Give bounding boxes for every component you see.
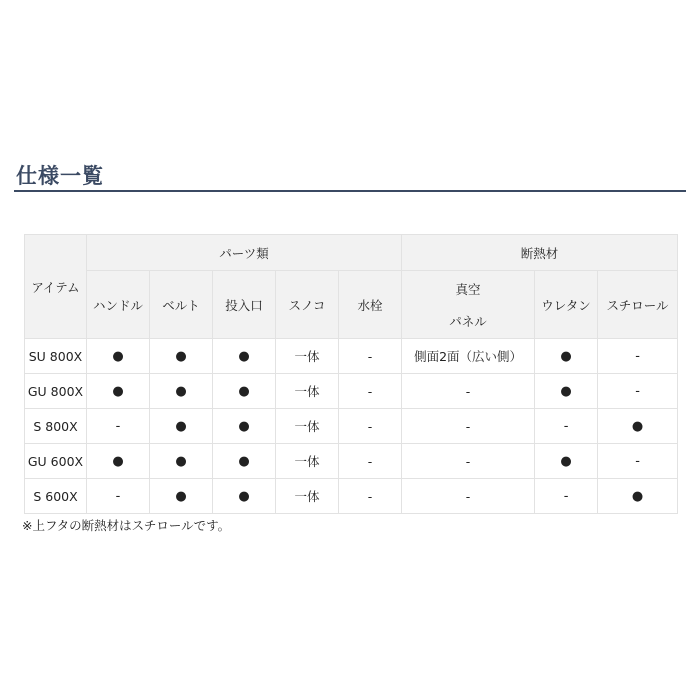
col-header-belt: ベルト [150,271,213,339]
table-row [25,479,678,514]
cell-belt: ● [150,444,213,479]
table-row [25,444,678,479]
cell-handle: - [87,479,150,514]
cell-item: S 800X [25,409,87,444]
cell-sunoko: 一体 [276,339,339,374]
page-title: 仕様一覧 [16,164,104,188]
col-header-sunoko: スノコ [276,271,339,339]
cell-belt: ● [150,479,213,514]
cell-item: GU 800X [25,374,87,409]
cell-vacuum: - [402,444,535,479]
cell-sunoko: 一体 [276,409,339,444]
cell-styrofoam: - [598,444,678,479]
cell-urethane: - [535,479,598,514]
cell-styrofoam: - [598,374,678,409]
cell-urethane: ● [535,339,598,374]
header-row-columns [25,271,678,339]
cell-styrofoam: - [598,339,678,374]
group-header-insulation: 断熱材 [402,235,678,271]
cell-vacuum: 側面2面（広い側） [402,339,535,374]
table-row [25,339,678,374]
col-header-vacuum-panel [402,271,535,339]
table-row [25,374,678,409]
cell-vacuum: - [402,374,535,409]
cell-vacuum: - [402,479,535,514]
cell-belt: ● [150,374,213,409]
cell-sunoko: 一体 [276,444,339,479]
cell-handle: ● [87,374,150,409]
spec-table [24,234,678,514]
footnote: ※上フタの断熱材はスチロールです。 [22,518,231,533]
cell-styrofoam: ● [598,479,678,514]
cell-belt: ● [150,409,213,444]
col-header-vacuum-line1: 真空 [455,281,481,297]
cell-inlet: ● [213,479,276,514]
col-header-inlet: 投入口 [213,271,276,339]
col-header-urethane: ウレタン [535,271,598,339]
cell-urethane: - [535,409,598,444]
item-header: アイテム [25,235,87,339]
cell-urethane: ● [535,374,598,409]
cell-handle: ● [87,339,150,374]
table-row [25,409,678,444]
cell-handle: ● [87,444,150,479]
cell-handle: - [87,409,150,444]
cell-inlet: ● [213,339,276,374]
cell-belt: ● [150,339,213,374]
cell-spigot: - [339,444,402,479]
cell-spigot: - [339,339,402,374]
cell-inlet: ● [213,444,276,479]
cell-spigot: - [339,374,402,409]
cell-item: SU 800X [25,339,87,374]
title-divider [14,190,686,192]
group-header-parts: パーツ類 [87,235,402,271]
cell-sunoko: 一体 [276,374,339,409]
col-header-handle: ハンドル [87,271,150,339]
cell-styrofoam: ● [598,409,678,444]
col-header-styrofoam: スチロール [598,271,678,339]
col-header-vacuum-line2: パネル [449,313,487,329]
cell-inlet: ● [213,409,276,444]
col-header-spigot: 水栓 [339,271,402,339]
cell-spigot: - [339,479,402,514]
cell-vacuum: - [402,409,535,444]
cell-item: S 600X [25,479,87,514]
cell-item: GU 600X [25,444,87,479]
cell-spigot: - [339,409,402,444]
cell-inlet: ● [213,374,276,409]
cell-sunoko: 一体 [276,479,339,514]
header-row-groups [25,235,678,271]
cell-urethane: ● [535,444,598,479]
